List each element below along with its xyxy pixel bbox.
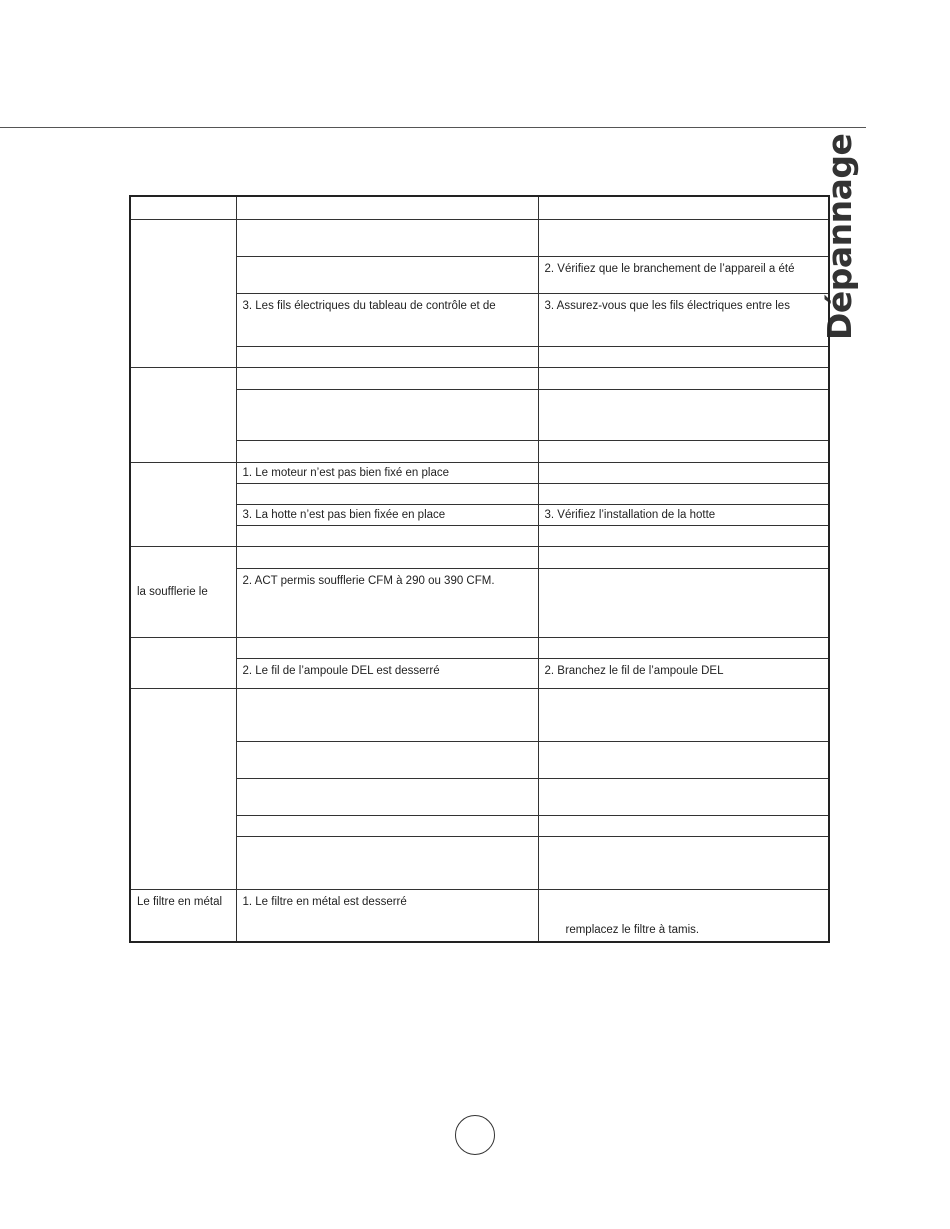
- cause-cell: [236, 688, 538, 741]
- cause-cell: [236, 837, 538, 890]
- solution-cell: [538, 526, 829, 547]
- cause-cell: 3. La hotte n’est pas bien fixée en place: [236, 505, 538, 526]
- solution-cell: [538, 389, 829, 440]
- problem-cell: [130, 219, 236, 367]
- cause-cell: [236, 547, 538, 569]
- section-title: Dépannage: [820, 133, 859, 340]
- cause-cell: [236, 637, 538, 658]
- solution-cell: [538, 741, 829, 778]
- table-row: [130, 463, 829, 484]
- problem-cell: [130, 688, 236, 890]
- solution-cell: [538, 463, 829, 484]
- cause-cell: [236, 741, 538, 778]
- table-row: [130, 688, 829, 741]
- table-header-row: [130, 196, 829, 219]
- cause-cell: [236, 484, 538, 505]
- solution-cell: [538, 547, 829, 569]
- table-row: [130, 890, 829, 942]
- solution-cell: [538, 688, 829, 741]
- problem-cell: la soufflerie le: [130, 547, 236, 637]
- table-row: [130, 547, 829, 569]
- header-rule: [0, 127, 866, 128]
- solution-cell: remplacez le filtre à tamis.: [538, 890, 829, 942]
- problem-cell: [130, 463, 236, 547]
- cause-cell: [236, 778, 538, 815]
- solution-cell: 3. Assurez-vous que les fils électriques entre les: [538, 293, 829, 346]
- cause-cell: [236, 389, 538, 440]
- solution-cell: [538, 441, 829, 463]
- solution-cell: 3. Vérifiez l’installation de la hotte: [538, 505, 829, 526]
- cause-cell: [236, 346, 538, 367]
- solution-cell: 2. Branchez le fil de l’ampoule DEL: [538, 658, 829, 688]
- solution-cell: [538, 346, 829, 367]
- solution-cell: [538, 837, 829, 890]
- solution-cell: [538, 219, 829, 256]
- cause-cell: [236, 256, 538, 293]
- header-solution: [538, 196, 829, 219]
- solution-cell: [538, 367, 829, 389]
- header-cause: [236, 196, 538, 219]
- solution-cell: 2. Vérifiez que le branchement de l’appareil a été: [538, 256, 829, 293]
- cause-cell: 1. Le filtre en métal est desserré: [236, 890, 538, 942]
- cause-cell: [236, 526, 538, 547]
- troubleshooting-table: [129, 195, 830, 943]
- solution-cell: [538, 778, 829, 815]
- problem-cell: [130, 367, 236, 462]
- solution-cell: [538, 484, 829, 505]
- table-row: [130, 637, 829, 658]
- problem-cell: Le filtre en métal: [130, 890, 236, 942]
- problem-cell: [130, 637, 236, 688]
- solution-cell: [538, 637, 829, 658]
- cause-cell: [236, 816, 538, 837]
- page-number-circle: [455, 1115, 495, 1155]
- cause-cell: [236, 441, 538, 463]
- table-row: [130, 367, 829, 389]
- table-row: [130, 219, 829, 256]
- cause-cell: [236, 367, 538, 389]
- solution-cell: [538, 569, 829, 637]
- cause-cell: 3. Les fils électriques du tableau de contrôle et de: [236, 293, 538, 346]
- cause-cell: [236, 219, 538, 256]
- solution-cell: [538, 816, 829, 837]
- cause-cell: 2. ACT permis soufflerie CFM à 290 ou 390 CFM.: [236, 569, 538, 637]
- cause-cell: 1. Le moteur n’est pas bien fixé en place: [236, 463, 538, 484]
- header-problem: [130, 196, 236, 219]
- cause-cell: 2. Le fil de l’ampoule DEL est desserré: [236, 658, 538, 688]
